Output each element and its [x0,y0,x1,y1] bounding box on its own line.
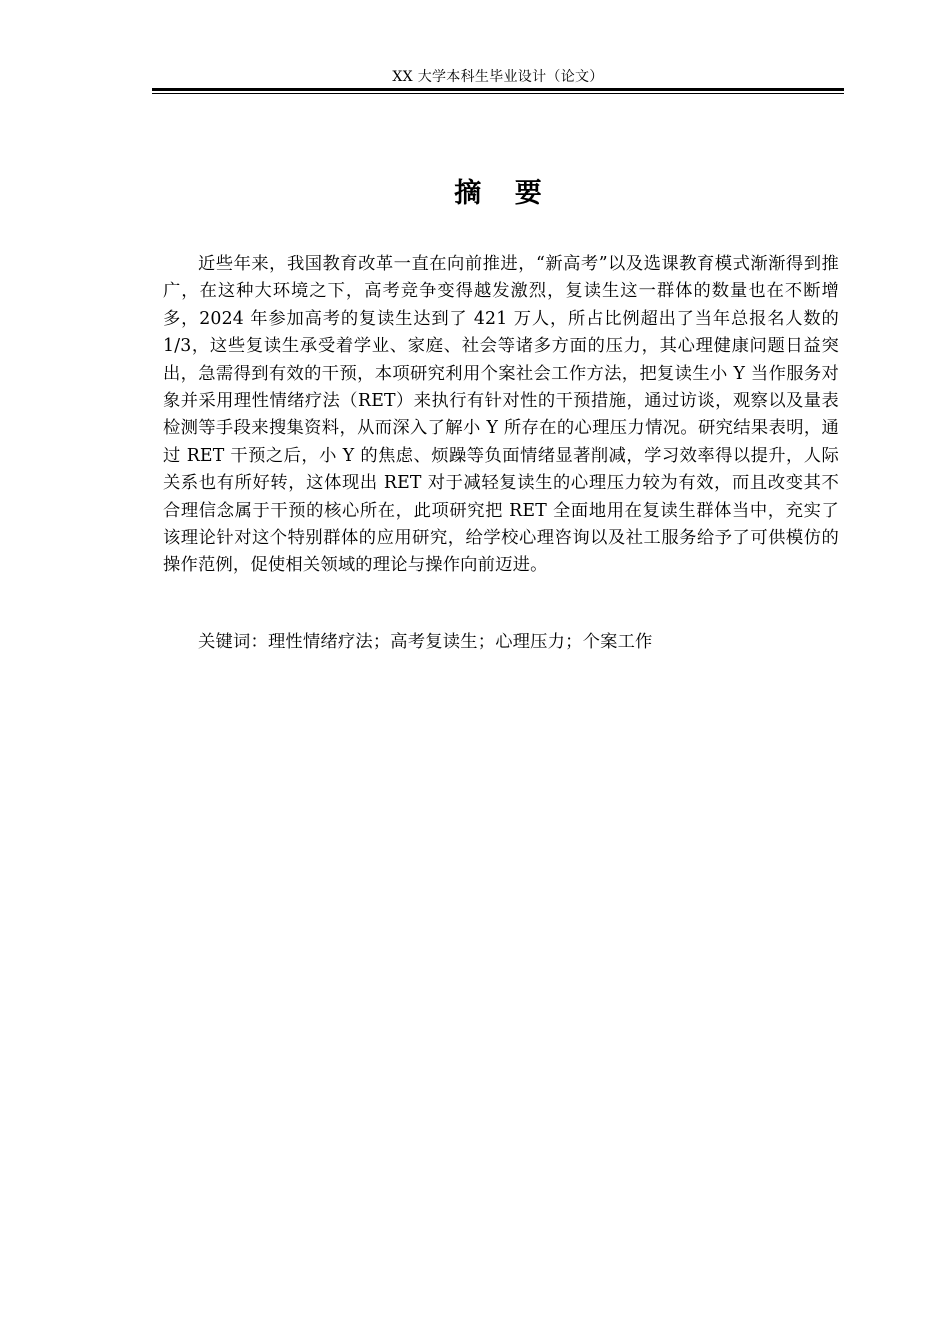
header-rule-thick [152,88,844,91]
keywords-label: 关键词： [198,632,268,652]
header-rule-thin [152,93,844,94]
keywords-line [198,629,838,656]
running-header: XX 大学本科生毕业设计（论文） [392,69,604,85]
abstract-paragraph: 近些年来，我国教育改革一直在向前推进，“新高考”以及选课教育模式渐渐得到推广，在这种大环境之下，高考竞争变得越发激烈，复读生这一群体的数量也在不断增多，2024 年参加高考的复读生达到了 421 万人，所占比例超出了当年总报名人数的 1/3，这些复读生承受着学业、家庭、社会等诸多方面的压力，其心理健康问题日益突出，急需得到有效的干预，本项研究利用个案社会工作方法，把复读生小 Y 当作服务对象并采用理性情绪疗法（RET）来执行有针对性的干预措施，通过访谈，观察以及量表检测等手段来搜集资料，从而深入了解小 Y 所存在的心理压力情况。研究结果表明，通过 RET 干预之后，小 Y 的焦虑、烦躁等负面情绪显著削减，学习效率得以提升，人际关系也有所好转，这体现出 RET 对于减轻复读生的心理压力较为有效，而且改变其不合理信念属于干预的核心所在，此项研究把 RET 全面地用在复读生群体当中，充实了该理论针对这个特别群体的应用研究，给学校心理咨询以及社工服务给予了可供模仿的操作范例，促使相关领域的理论与操作向前迈进。 [163,254,839,576]
keywords-text: 理性情绪疗法；高考复读生；心理压力；个案工作 [267,632,653,652]
abstract-title: 摘 要 [454,178,554,209]
